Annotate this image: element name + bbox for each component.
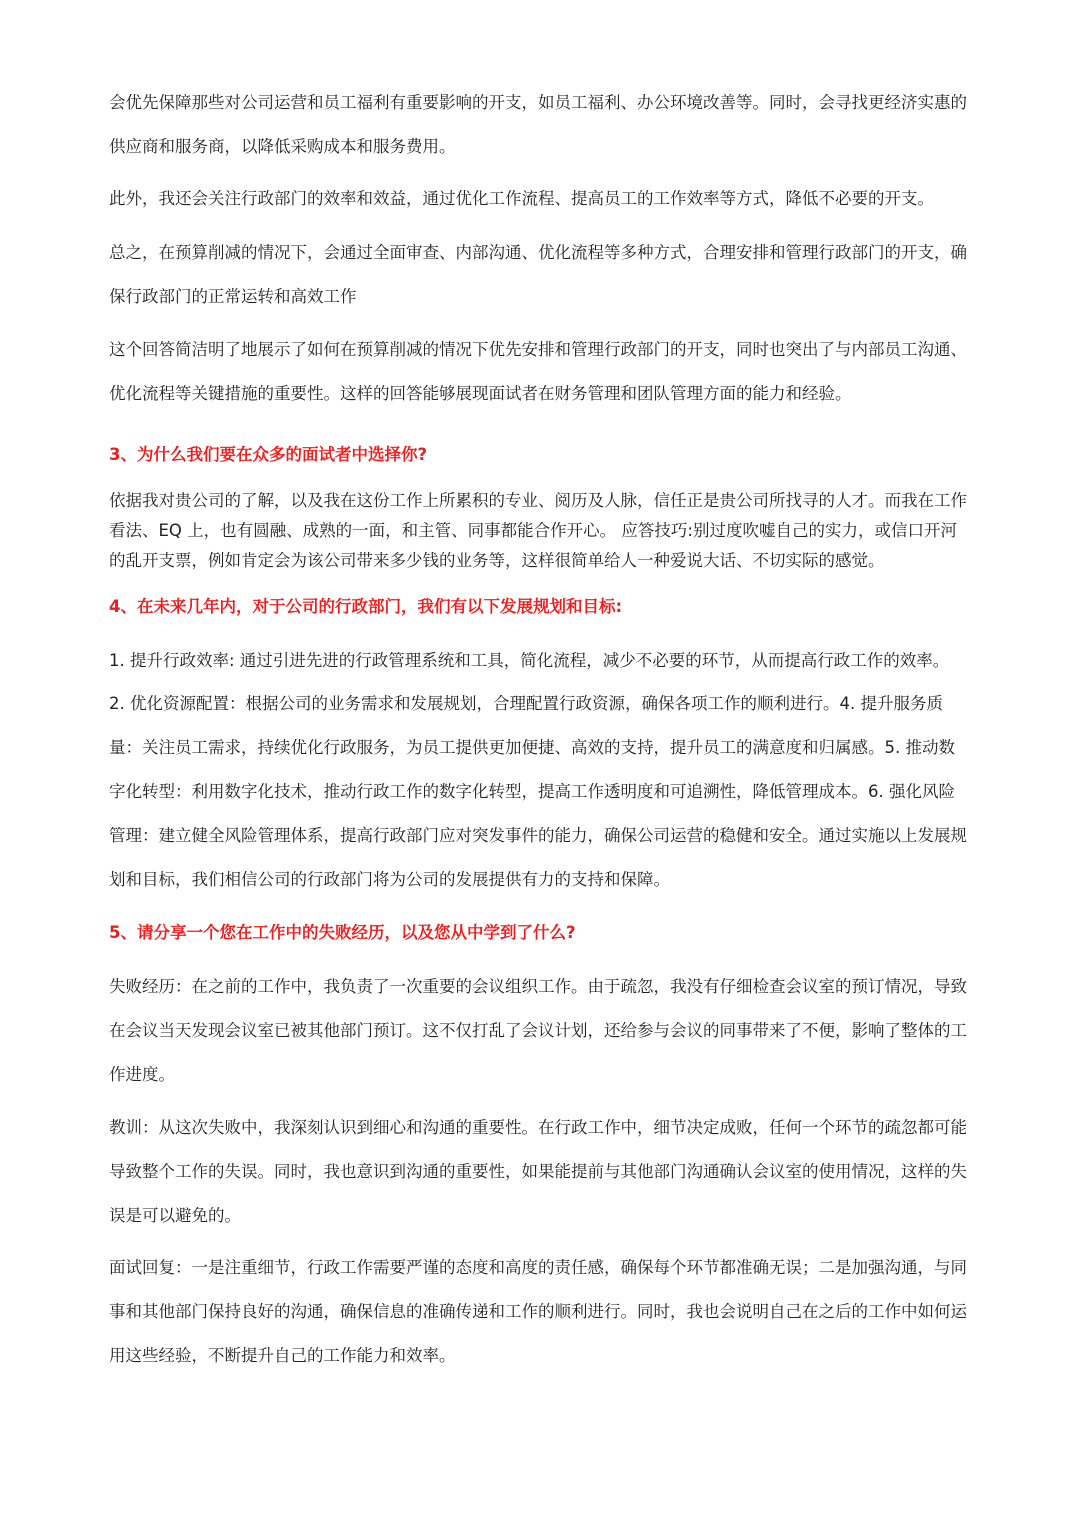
paragraph-interview-reply: 面试回复：一是注重细节，行政工作需要严谨的态度和高度的责任感，确保每个环节都准确无误；二是加强沟通，与同事和其他部门保持良好的沟通，确保信息的准确传递和工作的顺利进行。同时，我也会说明自己在之后的工作中如何运用这些经验，不断提升自己的工作能力和效率。 bbox=[109, 1258, 967, 1365]
paragraph-answer-commentary: 这个回答简洁明了地展示了如何在预算削减的情况下优先安排和管理行政部门的开支，同时也突出了与内部员工沟通、优化流程等关键措施的重要性。这样的回答能够展现面试者在财务管理和团队管理方面的能力和经验。 bbox=[109, 340, 967, 403]
paragraph-budget-priority: 会优先保障那些对公司运营和员工福利有重要影响的开支，如员工福利、办公环境改善等。同时，会寻找更经济实惠的供应商和服务商，以降低采购成本和服务费用。 bbox=[109, 93, 967, 156]
paragraph-summary: 总之，在预算削减的情况下，会通过全面审查、内部沟通、优化流程等多种方式，合理安排和管理行政部门的开支，确保行政部门的正常运转和高效工作 bbox=[109, 243, 967, 306]
paragraph-why-choose-you: 依据我对贵公司的了解，以及我在这份工作上所累积的专业、阅历及人脉，信任正是贵公司所找寻的人才。而我在工作看法、EQ 上，也有圆融、成熟的一面，和主管、同事都能合作开心。 应答技巧:别过度吹嘘自己的实力，或信口开河的乱开支票，例如肯定会为该公司带来多少钱的业务等，这样很简单给人一种爱说大话、不切实际的感觉。 bbox=[109, 491, 967, 570]
question-heading-3: 3、为什么我们要在众多的面试者中选择你? bbox=[109, 445, 428, 464]
paragraph-plan-item-1: 1. 提升行政效率: 通过引进先进的行政管理系统和工具，简化流程，减少不必要的环节，从而提高行政工作的效率。 bbox=[109, 651, 950, 670]
paragraph-failure-experience: 失败经历：在之前的工作中，我负责了一次重要的会议组织工作。由于疏忽，我没有仔细检查会议室的预订情况，导致在会议当天发现会议室已被其他部门预订。这不仅打乱了会议计划，还给参与会议的同事带来了不便，影响了整体的工作进度。 bbox=[109, 977, 967, 1084]
question-heading-5: 5、请分享一个您在工作中的失败经历，以及您从中学到了什么? bbox=[109, 923, 576, 942]
paragraph-lesson: 教训：从这次失败中，我深刻认识到细心和沟通的重要性。在行政工作中，细节决定成败，任何一个环节的疏忽都可能导致整个工作的失误。同时，我也意识到沟通的重要性，如果能提前与其他部门沟通确认会议室的使用情况，这样的失误是可以避免的。 bbox=[109, 1118, 967, 1225]
paragraph-efficiency: 此外，我还会关注行政部门的效率和效益，通过优化工作流程、提高员工的工作效率等方式，降低不必要的开支。 bbox=[109, 189, 934, 208]
question-heading-4: 4、在未来几年内，对于公司的行政部门，我们有以下发展规划和目标: bbox=[109, 597, 623, 616]
paragraph-plan-items: 2. 优化资源配置：根据公司的业务需求和发展规划，合理配置行政资源，确保各项工作的顺利进行。4. 提升服务质量：关注员工需求，持续优化行政服务，为员工提供更加便捷、高效的支持，提升员工的满意度和归属感。5. 推动数字化转型：利用数字化技术，推动行政工作的数字化转型，提高工作透明度和可追溯性，降低管理成本。6. 强化风险管理：建立健全风险管理体系，提高行政部门应对突发事件的能力，确保公司运营的稳健和安全。通过实施以上发展规划和目标，我们相信公司的行政部门将为公司的发展提供有力的支持和保障。 bbox=[109, 694, 967, 889]
